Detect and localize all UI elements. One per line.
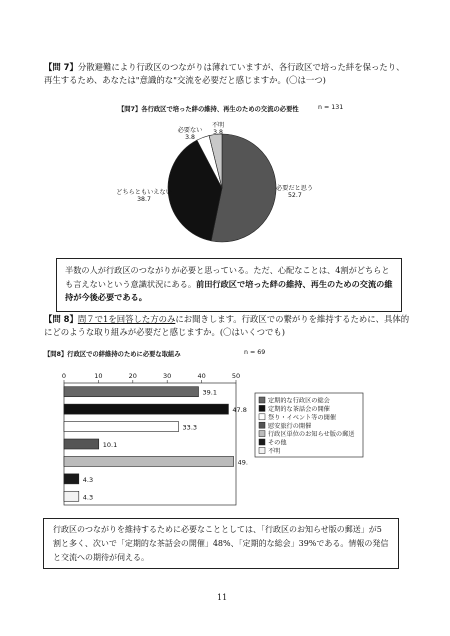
pie-label-unnecessary-name: 必要ない	[177, 127, 203, 134]
legend-swatch	[259, 431, 265, 437]
legend-label: 不明	[268, 448, 281, 455]
legend-swatch	[259, 405, 265, 411]
question-8-number: 【問 8】	[44, 314, 78, 324]
legend-swatch	[259, 397, 265, 403]
question-8-text: にお聞きします。行政区での繋がりを維持するために、具体的にどのような取り組みが必要だと感じますか。(〇はいくつでも)	[44, 314, 410, 337]
legend-label: その他	[268, 439, 287, 447]
summary-q7-text: 半数の人が行政区のつながりが必要と思っている。ただ、心配なことは、4割がどちらとも言えないという意識状況にある。	[65, 265, 390, 289]
legend-swatch	[259, 422, 265, 428]
bar-value-label: 4.3	[82, 493, 94, 502]
bar-chart-n: n = 69	[244, 349, 266, 356]
summary-box-q8	[43, 518, 399, 569]
pie-label-unknown-name: 不明	[211, 122, 225, 129]
pie-label-necessary-name: 必要だと思う	[276, 185, 314, 192]
x-tick-label: 10	[94, 372, 103, 380]
bar-value-label: 47.8	[232, 406, 247, 415]
summary-q7-bold-text: 前田行政区で培った絆の維持、再生のための交流の維持が今後必要である。	[65, 278, 393, 302]
bar	[64, 456, 234, 466]
bar-value-label: 10.1	[102, 441, 118, 449]
bar-value-label: 33.3	[182, 423, 198, 432]
pie-label-unknown-value: 3.8	[213, 129, 223, 136]
x-tick-label: 50	[231, 372, 241, 380]
legend-label: 祭り・イベント等の開催	[268, 414, 337, 422]
x-tick-label: 30	[163, 372, 172, 380]
bar	[64, 404, 228, 414]
bar	[64, 439, 99, 449]
legend-label: 定期的な行政区の総会	[268, 397, 330, 405]
x-tick-label: 20	[128, 372, 137, 380]
bar-value-label: 39.1	[202, 388, 217, 397]
bar	[64, 491, 79, 501]
bar	[64, 387, 199, 397]
bar	[64, 422, 179, 432]
question-7-number: 【問 7】	[44, 62, 78, 72]
pie-label-necessary-value: 52.7	[288, 192, 302, 199]
pie-label-neutral-value: 38.7	[137, 196, 151, 203]
summary-q8-text: 行政区のつながりを維持するために必要なこととしては、「行政区のお知らせ版の郵送」が5割と多く、次いで「定期的な茶話会の開催」48%、「定期的な総会」39%である。情報の発信と交流への期待が伺える。	[53, 525, 389, 562]
x-tick-label: 0	[61, 372, 67, 380]
question-7-text: 分散避難により行政区のつながりは薄れていますが、各行政区で培った絆を保ったり、再生するため、あなたは"意識的な"交流を必要だと感じますか。(〇は一つ)	[44, 62, 405, 85]
legend-swatch	[259, 447, 265, 453]
question-8-underlined: 問７で1を回答した方のみ	[77, 314, 176, 324]
pie-label-neutral-name: どちらともいえない	[116, 189, 172, 196]
bar	[64, 474, 79, 484]
pie-label-unnecessary-value: 3.8	[185, 134, 195, 141]
legend-label: 行政区単位のお知らせ版の郵送	[268, 431, 355, 439]
bar-value-label: 49.	[237, 458, 248, 467]
legend-label: 慰安旅行の開催	[268, 422, 312, 430]
bar-value-label: 4.3	[82, 475, 94, 484]
bar-chart-title: 【問8】行政区での絆維持のために必要な取組み	[44, 351, 181, 358]
legend-label: 定期的な茶話会の開催	[268, 406, 330, 413]
legend-swatch	[259, 439, 265, 445]
pie-chart-n: n = 131	[318, 104, 344, 111]
x-tick-label: 40	[197, 372, 206, 380]
legend-swatch	[259, 414, 265, 420]
pie-chart-title: 【問7】各行政区で培った絆の維持、再生のための交流の必要性	[118, 106, 299, 113]
page-number: 11	[217, 593, 228, 602]
